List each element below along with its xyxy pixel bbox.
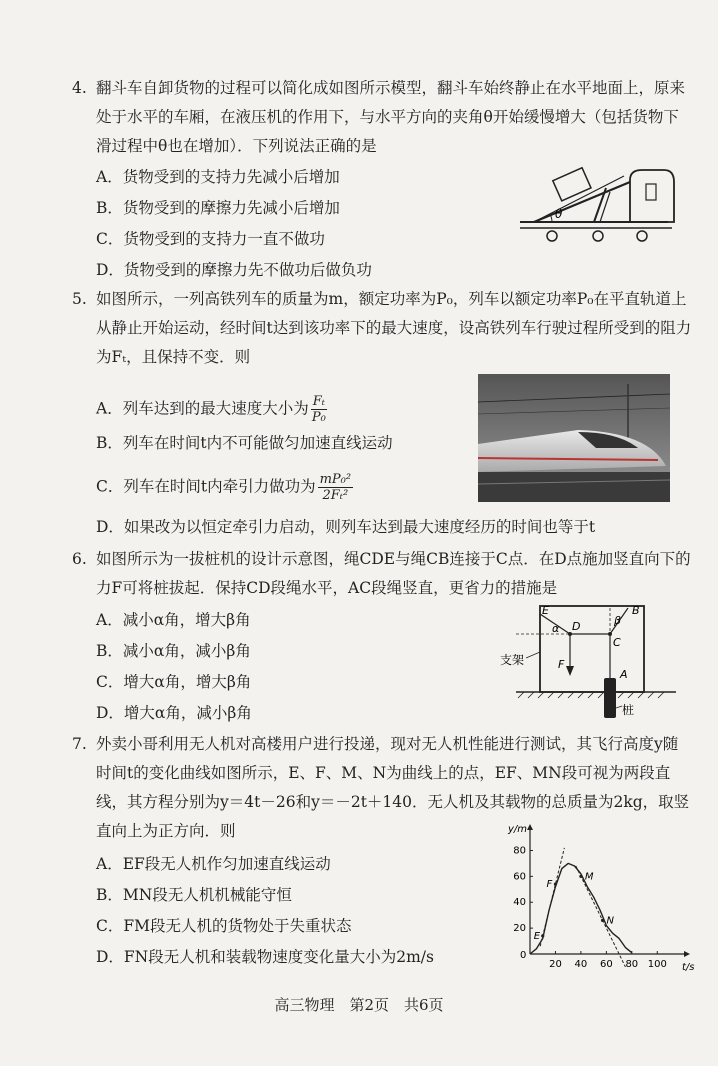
y-axis-label: y/m bbox=[508, 824, 528, 835]
option-d: D．货物受到的摩擦力先不做功后做负功 bbox=[96, 261, 372, 279]
label-d: D bbox=[572, 620, 581, 633]
option-b: B．减小α角，减小β角 bbox=[96, 642, 251, 660]
train-photo bbox=[478, 374, 670, 502]
pile-driver-figure bbox=[496, 600, 696, 724]
option-c: C．货物受到的支持力一直不做功 bbox=[96, 230, 325, 248]
label-b: B bbox=[632, 604, 640, 617]
option-d: D．增大α角，减小β角 bbox=[96, 704, 252, 722]
label-pile: 桩 bbox=[622, 703, 635, 717]
option-a: A．列车达到的最大速度大小为 $\frac{\text{Fₜ}}{\text{P₀}}$ bbox=[96, 394, 326, 425]
y-tick-label: 20 bbox=[513, 923, 526, 935]
question-stem: 外卖小哥利用无人机对高楼用户进行投递，现对无人机性能进行测试，其飞行高度y随时间t的变化曲线如图所示，E、F、M、N为曲线上的点，EF、MN段可视为两段直线，其方程分别为y＝4t－26和y＝－2t＋140．无人机及其载物的总质量为2kg，取竖直向上为正方向．则 bbox=[96, 735, 690, 840]
option-c: C．FM段无人机的货物处于失重状态 bbox=[96, 917, 352, 935]
option-d: D．如果改为以恒定牵引力启动，则列车达到最大速度经历的时间也等于t bbox=[96, 518, 596, 536]
altitude-time-chart bbox=[500, 822, 700, 972]
origin-label: 0 bbox=[520, 950, 527, 961]
question-4 bbox=[72, 74, 692, 161]
label-support: 支架 bbox=[500, 653, 525, 667]
curve-point bbox=[601, 919, 604, 922]
x-tick-label: 40 bbox=[574, 959, 588, 970]
question-6 bbox=[72, 545, 692, 603]
chart-tangent-lines bbox=[540, 848, 625, 967]
x-axis-label: t/s bbox=[682, 962, 695, 972]
question-5 bbox=[72, 285, 692, 372]
curve-point bbox=[541, 934, 544, 937]
option-c: C．增大α角，增大β角 bbox=[96, 673, 252, 691]
question-stem: 如图所示，一列高铁列车的质量为m，额定功率为P₀，列车以额定功率P₀在平直轨道上从静止开始运动，经时间t达到该功率下的最大速度，设高铁列车行驶过程所受到的阻力为Fₜ，且保持不变．则 bbox=[96, 290, 692, 366]
question-number: 4. bbox=[72, 79, 87, 97]
tangent-line bbox=[576, 866, 626, 967]
option-a: A．减小α角，增大β角 bbox=[96, 611, 251, 629]
option-a: A．EF段无人机作匀加速直线运动 bbox=[96, 855, 331, 873]
question-stem: 如图所示为一拔桩机的设计示意图，绳CDE与绳CB连接于C点．在D点施加竖直向下的力F可将桩拔起．保持CD段绳水平，AC段绳竖直，更省力的措施是 bbox=[96, 550, 691, 597]
label-f: F bbox=[558, 658, 565, 671]
fraction: $\frac{\text{Fₜ}}{\text{P₀}}$ bbox=[311, 394, 326, 425]
option-a: A．货物受到的支持力先减小后增加 bbox=[96, 168, 340, 186]
x-tick-label: 80 bbox=[625, 959, 639, 970]
chart-point-labels bbox=[534, 871, 615, 942]
y-tick-label: 40 bbox=[513, 897, 526, 909]
x-tick-label: 20 bbox=[549, 959, 562, 970]
y-tick-label: 80 bbox=[513, 845, 526, 857]
question-number: 6. bbox=[72, 550, 87, 568]
curve-point-label: M bbox=[584, 871, 594, 883]
x-axis-arrow bbox=[684, 951, 690, 957]
y-tick-label: 60 bbox=[513, 871, 526, 883]
label-c: C bbox=[613, 636, 621, 649]
question-number: 7. bbox=[72, 735, 87, 753]
label-beta: β bbox=[614, 614, 622, 627]
theta-label: θ bbox=[555, 207, 563, 221]
option-c: C．列车在时间t内牵引力做功为 $\frac{\text{mP₀²}}{\text{2Fₜ²}}$ bbox=[96, 472, 352, 503]
curve-point bbox=[554, 883, 557, 886]
dump-truck-figure bbox=[512, 158, 690, 250]
option-d: D．FN段无人机和装载物速度变化量大小为2m/s bbox=[96, 948, 434, 966]
x-tick-label: 100 bbox=[647, 959, 667, 970]
label-a: A bbox=[620, 668, 628, 681]
x-tick-label: 60 bbox=[599, 959, 613, 970]
option-b: B．货物受到的摩擦力先减小后增加 bbox=[96, 199, 340, 217]
question-number: 5. bbox=[72, 290, 87, 308]
curve-point-label: E bbox=[533, 930, 541, 942]
label-alpha: α bbox=[552, 622, 560, 635]
curve-point-label: F bbox=[546, 879, 553, 891]
label-e: E bbox=[542, 604, 549, 617]
option-b: B．MN段无人机机械能守恒 bbox=[96, 886, 292, 904]
question-stem: 翻斗车自卸货物的过程可以简化成如图所示模型，翻斗车始终静止在水平地面上，原来处于水平的车厢，在液压机的作用下，与水平方向的夹角θ开始缓慢增大（包括货物下滑过程中θ也在增加）．下列说法正确的是 bbox=[96, 79, 686, 155]
curve-point-label: N bbox=[606, 915, 615, 927]
page-footer: 高三物理 第2页 共6页 bbox=[274, 996, 444, 1014]
chart-ticks bbox=[513, 845, 667, 970]
y-axis-arrow bbox=[527, 824, 533, 830]
option-b: B．列车在时间t内不可能做匀加速直线运动 bbox=[96, 434, 393, 452]
fraction: $\frac{\text{mP₀²}}{\text{2Fₜ²}}$ bbox=[319, 472, 352, 503]
curve-point bbox=[579, 875, 582, 878]
